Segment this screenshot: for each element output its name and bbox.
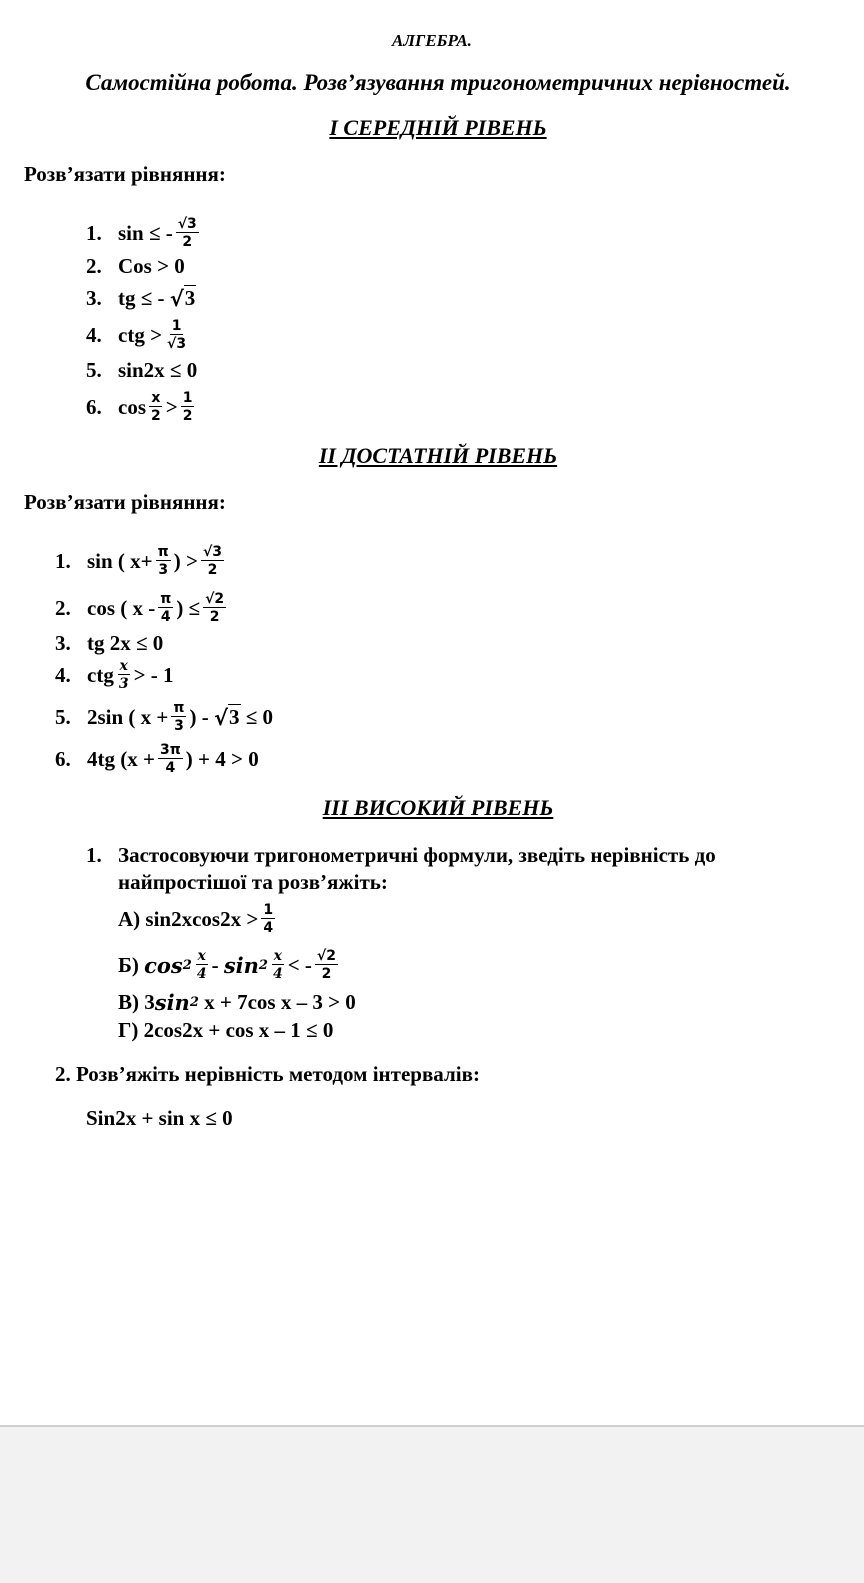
level3-task1-c: В) 3 sin 2 x + 7cos x – 3 > 0: [118, 989, 356, 1015]
level3-task1-line1: 1. Застосовуючи тригонометричні формули, зведіть нерівність до: [86, 843, 716, 867]
level3-task1-d: Г) 2cos2x + cos x – 1 ≤ 0: [118, 1017, 334, 1042]
level2-item-1: 1. sin ( x+ $\frac{\pi}{3}$ ) > $\frac{√3}{2}$: [55, 544, 223, 578]
level2-heading: ІІ ДОСТАТНІЙ РІВЕНЬ: [318, 443, 558, 468]
level3-task1-b-pow2: 2: [258, 957, 268, 973]
level1-item-3: 3. tg ≤ - √ 3: [86, 285, 196, 311]
level3-task1-b: Б) cos 2 $\frac{x}{4}$ - sin 2 $\frac{x}{4}$ < - $\frac{√2}{2}$: [118, 948, 336, 982]
page-bottom-area: [0, 1425, 864, 1583]
level2-item-5: 5. 2sin ( x + $\frac{\pi}{3}$ ) - √ 3 ≤ 0: [55, 700, 274, 734]
level2-instruction: Розв’язати рівняння:: [24, 490, 226, 514]
level2-item-4: 4. ctg $\frac{x}{3}$ > - 1: [55, 658, 174, 692]
level2-item-6: 6. 4tg (x + $\frac{3\pi}{4}$ ) + 4 > 0: [55, 742, 259, 776]
level2-item-3: 3. tg 2x ≤ 0: [55, 630, 164, 655]
level1-item-4: 4. ctg > $\frac{1}{√3}$: [86, 318, 187, 352]
level3-task2-title: 2. Розв’яжіть нерівність методом інтервалів:: [55, 1062, 480, 1086]
page-title: Самостійна робота. Розв’язування тригонометричних нерівностей.: [85, 70, 791, 95]
subject-heading: АЛГЕБРА.: [392, 31, 472, 50]
level1-item-2: 2. Cos > 0: [86, 253, 185, 278]
level1-item-1: 1. sin ≤ - $\frac{√3}{2}$: [86, 216, 197, 250]
level3-task1-line2: найпростішої та розв’яжіть:: [118, 870, 388, 894]
level3-task1-a: А) sin2xcos2x > $\frac{1}{4}$: [118, 902, 274, 936]
level3-heading: ІІІ ВИСОКИЙ РІВЕНЬ: [322, 795, 554, 820]
level1-instruction: Розв’язати рівняння:: [24, 162, 226, 186]
level2-item-2: 2. cos ( x - $\frac{\pi}{4}$ ) ≤ $\frac{√2}{2}$: [55, 591, 225, 625]
level1-item-5: 5. sin2x ≤ 0: [86, 357, 198, 382]
level3-task2-expression: Sin2x + sin x ≤ 0: [86, 1106, 233, 1130]
level1-item-6: 6. cos $\frac{x}{2}$ > $\frac{1}{2}$: [86, 390, 193, 424]
level1-heading: І СЕРЕДНІЙ РІВЕНЬ: [329, 115, 547, 140]
